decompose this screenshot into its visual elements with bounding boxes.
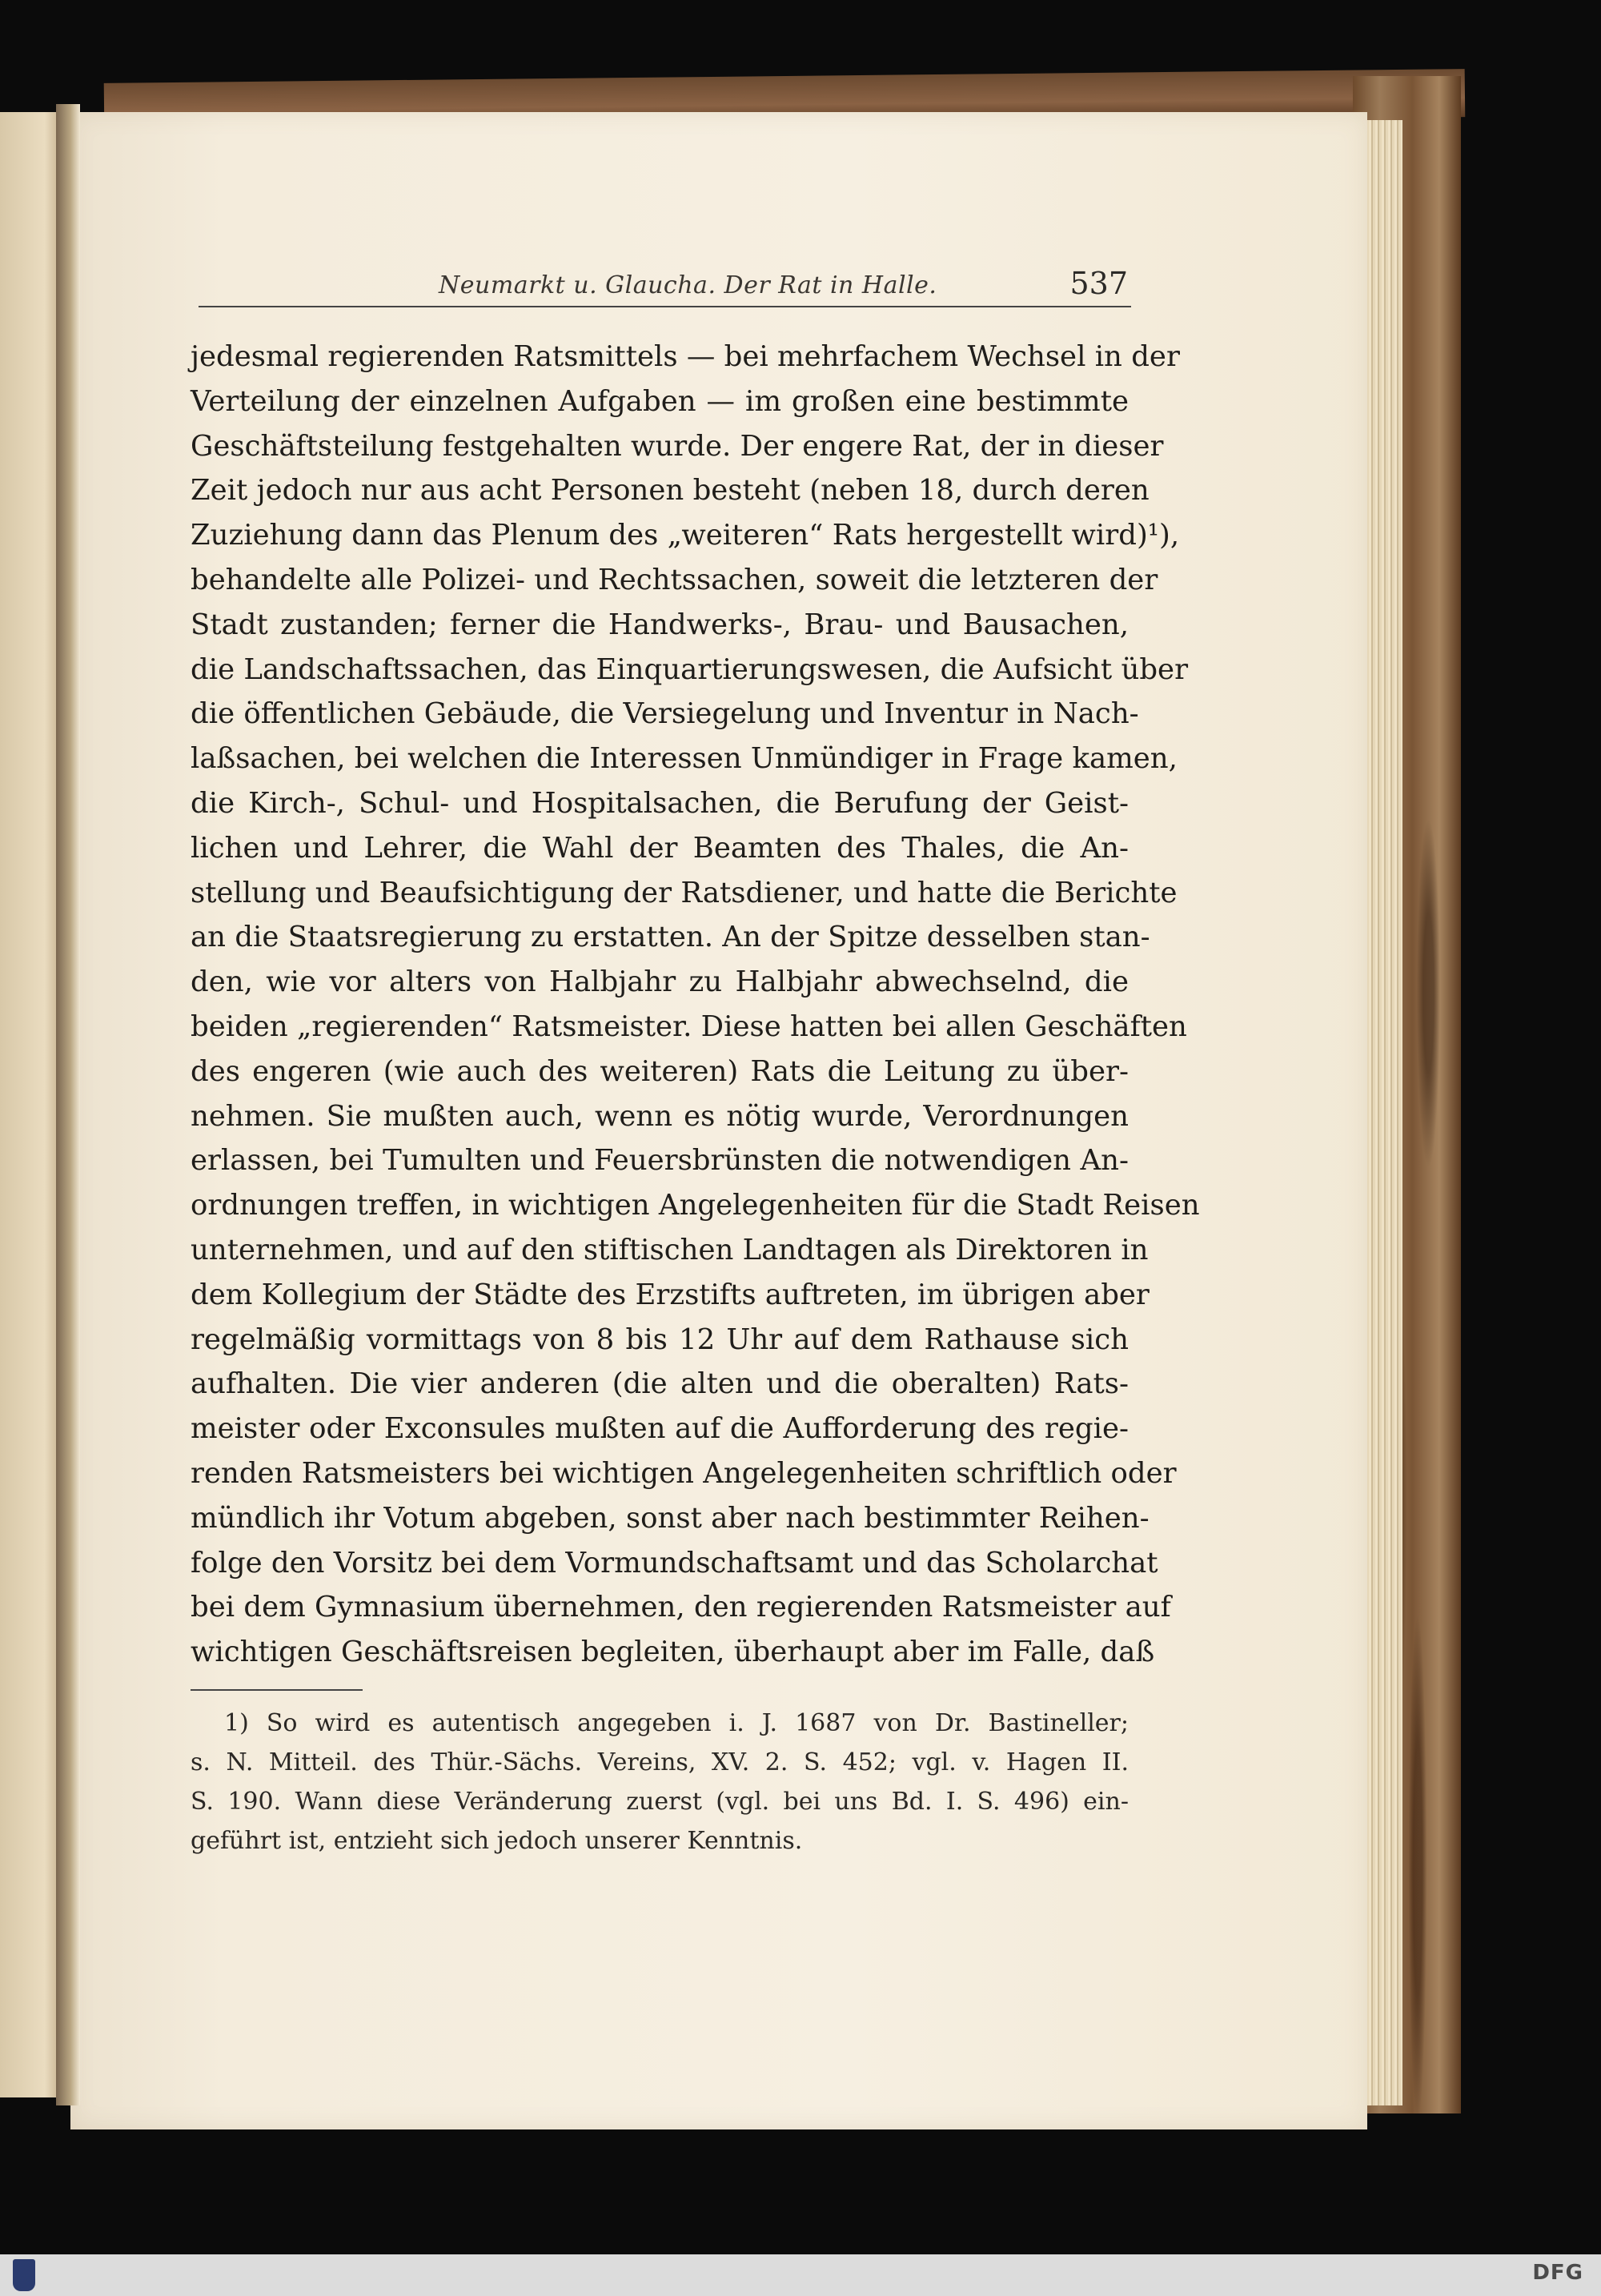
text-line: regelmäßig vormittags von 8 bis 12 Uhr auf dem Rathause sich [191, 1323, 1129, 1356]
text-line: Zeit jedoch nur aus acht Personen besteht (neben 18, durch deren [191, 474, 1150, 508]
text-line: laßsachen, bei welchen die Interessen Unmündiger in Frage kamen, [191, 742, 1178, 776]
footnote-line: S. 190. Wann diese Veränderung zuerst (vgl. bei uns Bd. I. S. 496) ein- [191, 1788, 1129, 1816]
text-line: renden Ratsmeisters bei wichtigen Angelegenheiten schriftlich oder [191, 1456, 1177, 1490]
text-line: aufhalten. Die vier anderen (die alten und die oberalten) Rats- [191, 1367, 1129, 1401]
dfg-watermark: DFG [1532, 2261, 1583, 2285]
text-line: stellung und Beaufsichtigung der Ratsdiener, und hatte die Berichte [191, 876, 1178, 909]
text-line: beiden „regierenden“ Ratsmeister. Diese hatten bei allen Geschäften [191, 1010, 1187, 1043]
text-line: mündlich ihr Votum abgeben, sonst aber nach bestimmter Reihen- [191, 1501, 1150, 1535]
page-gutter [56, 104, 80, 2105]
text-line: nehmen. Sie mußten auch, wenn es nötig wurde, Verordnungen [191, 1099, 1129, 1133]
library-logo-icon [13, 2259, 35, 2291]
text-line: folge den Vorsitz bei dem Vormundschaftsamt und das Scholarchat [191, 1546, 1158, 1580]
footnote-rule [191, 1689, 363, 1691]
page-number: 537 [1069, 266, 1128, 301]
footnote-line: geführt ist, entzieht sich jedoch unserer Kenntnis. [191, 1827, 803, 1855]
footnote-line: s. N. Mitteil. des Thür.-Sächs. Vereins, XV. 2. S. 452; vgl. v. Hagen II. [191, 1748, 1129, 1776]
text-line: dem Kollegium der Städte des Erzstifts auftreten, im übrigen aber [191, 1278, 1150, 1311]
text-line: den, wie vor alters von Halbjahr zu Halbjahr abwechselnd, die [191, 965, 1129, 999]
running-head [199, 266, 1131, 307]
text-line: erlassen, bei Tumulten und Feuersbrünsten die notwendigen An- [191, 1144, 1129, 1178]
text-line: wichtigen Geschäftsreisen begleiten, überhaupt aber im Falle, daß [191, 1636, 1155, 1669]
text-line: die Landschaftssachen, das Einquartierungswesen, die Aufsicht über [191, 652, 1189, 686]
footnotes [191, 1704, 1129, 1860]
left-page-strip [0, 112, 64, 2097]
text-line: Stadt zustanden; ferner die Handwerks-, Brau- und Bausachen, [191, 608, 1129, 641]
text-line: ordnungen treffen, in wichtigen Angelegenheiten für die Stadt Reisen [191, 1189, 1200, 1222]
text-line: meister oder Exconsules mußten auf die Aufforderung des regie- [191, 1412, 1129, 1446]
running-head-title: Neumarkt u. Glaucha. Der Rat in Halle. [439, 271, 937, 299]
text-line: Geschäftsteilung festgehalten wurde. Der engere Rat, der in dieser [191, 429, 1164, 463]
text-line: lichen und Lehrer, die Wahl der Beamten des Thales, die An- [191, 831, 1129, 865]
body-text [191, 335, 1200, 1675]
text-line: des engeren (wie auch des weiteren) Rats die Leitung zu über- [191, 1054, 1129, 1088]
footnote-line: 1) So wird es autentisch angegeben i. J. 1687 von Dr. Bastineller; [224, 1709, 1129, 1737]
text-line: behandelte alle Polizei- und Rechtssachen, soweit die letzteren der [191, 563, 1158, 596]
viewer-footer-bar [0, 2254, 1601, 2296]
text-line: bei dem Gymnasium übernehmen, den regierenden Ratsmeister auf [191, 1591, 1171, 1624]
text-line: Verteilung der einzelnen Aufgaben — im großen eine bestimmte [191, 384, 1129, 418]
text-line: die Kirch-, Schul- und Hospitalsachen, die Berufung der Geist- [191, 786, 1129, 820]
text-line: die öffentlichen Gebäude, die Versiegelung und Inventur in Nach- [191, 697, 1139, 731]
text-line: an die Staatsregierung zu erstatten. An der Spitze desselben stan- [191, 921, 1150, 954]
text-line: jedesmal regierenden Ratsmittels — bei mehrfachem Wechsel in der [191, 340, 1180, 373]
text-line: unternehmen, und auf den stiftischen Landtagen als Direktoren in [191, 1233, 1149, 1266]
text-line: Zuziehung dann das Plenum des „weiteren“ Rats hergestellt wird)¹), [191, 519, 1180, 552]
